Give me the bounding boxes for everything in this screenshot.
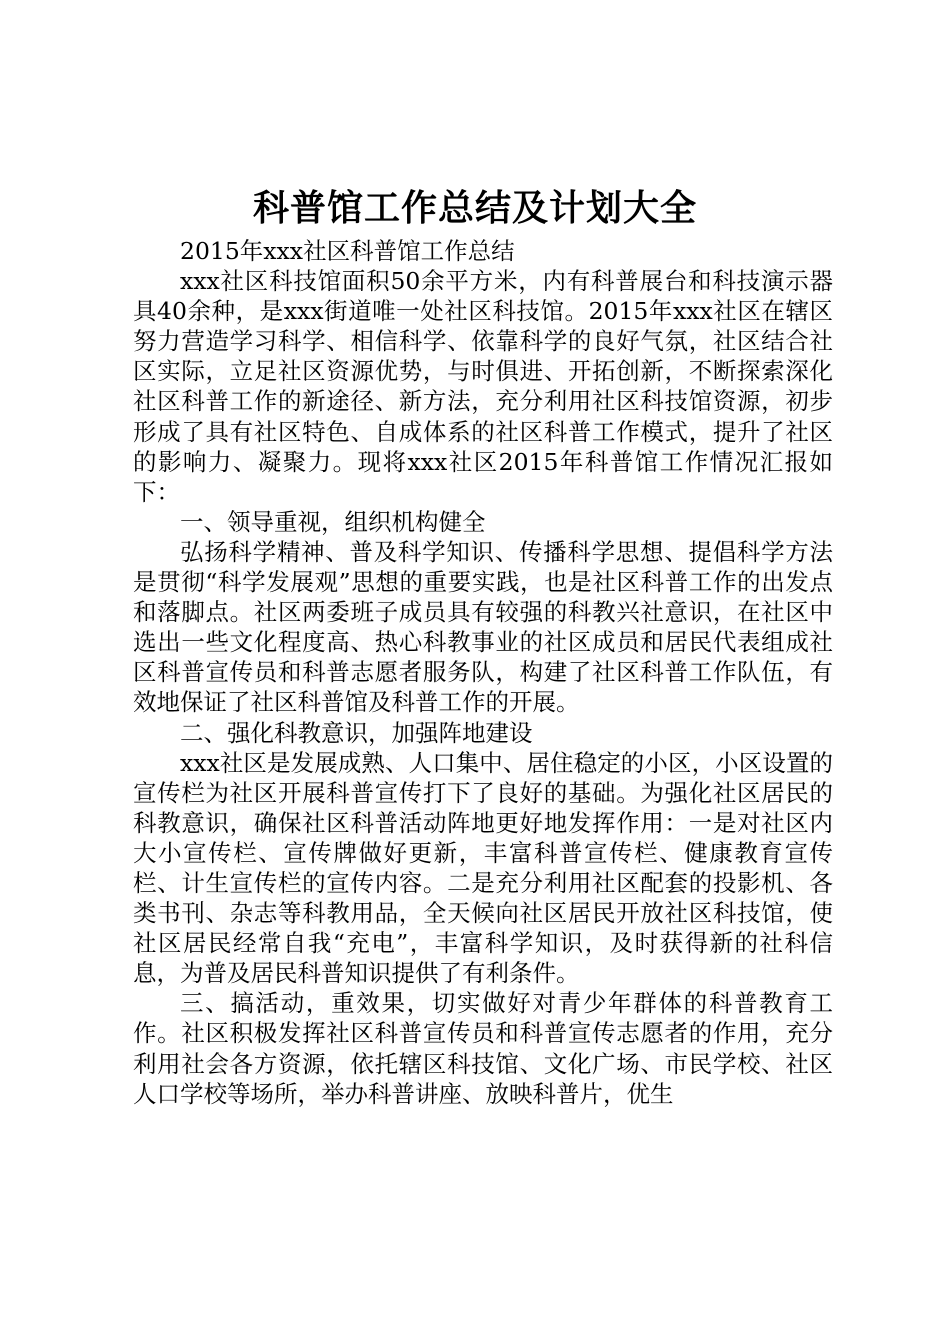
paragraph-section-3: 三、搞活动，重效果，切实做好对青少年群体的科普教育工作。社区积极发挥社区科普宣传员和科普宣传志愿者的作用，充分利用社会各方资源，依托辖区科技馆、文化广场、市民学校、社区人口学校等场所，举办科普讲座、放映科普片，优生	[133, 989, 833, 1108]
document-title: 科普馆工作总结及计划大全	[252, 188, 697, 229]
paragraph-section-2: xxx社区是发展成熟、人口集中、居住稳定的小区，小区设置的宣传栏为社区开展科普宣传打下了良好的基础。为强化社区居民的科教意识，确保社区科普活动阵地更好地发挥作用：一是对社区内大小宣传栏、宣传牌做好更新，丰富科普宣传栏、健康教育宣传栏、计生宣传栏的宣传内容。二是充分利用社区配套的投影机、各类书刊、杂志等科教用品，全天候向社区居民开放社区科技馆，使社区居民经常自我“充电”，丰富科学知识，及时获得新的社科信息，为普及居民科普知识提供了有利条件。	[133, 748, 833, 988]
document-body	[133, 236, 833, 1109]
paragraph-intro: xxx社区科技馆面积50余平方米，内有科普展台和科技演示器具40余种，是xxx街道唯一处社区科技馆。2015年xxx社区在辖区努力营造学习科学、相信科学、依靠科学的良好气氛，社区结合社区实际，立足社区资源优势，与时俱进、开拓创新，不断探索深化社区科普工作的新途径、新方法，充分利用社区科技馆资源，初步形成了具有社区特色、自成体系的社区科普工作模式，提升了社区的影响力、凝聚力。现将xxx社区2015年科普馆工作情况汇报如下：	[133, 267, 833, 506]
section-heading-1: 一、领导重视，组织机构健全	[180, 507, 486, 536]
paragraph-subtitle: 2015年xxx社区科普馆工作总结	[180, 237, 515, 265]
paragraph-section-1: 弘扬科学精神、普及科学知识、传播科学思想、提倡科学方法是贯彻“科学发展观”思想的重要实践，也是社区科普工作的出发点和落脚点。社区两委班子成员具有较强的科教兴社意识，在社区中选出一些文化程度高、热心科教事业的社区成员和居民代表组成社区科普宣传员和科普志愿者服务队，构建了社区科普工作队伍，有效地保证了社区科普馆及科普工作的开展。	[133, 537, 833, 717]
section-heading-2: 二、强化科教意识，加强阵地建设	[180, 718, 533, 747]
